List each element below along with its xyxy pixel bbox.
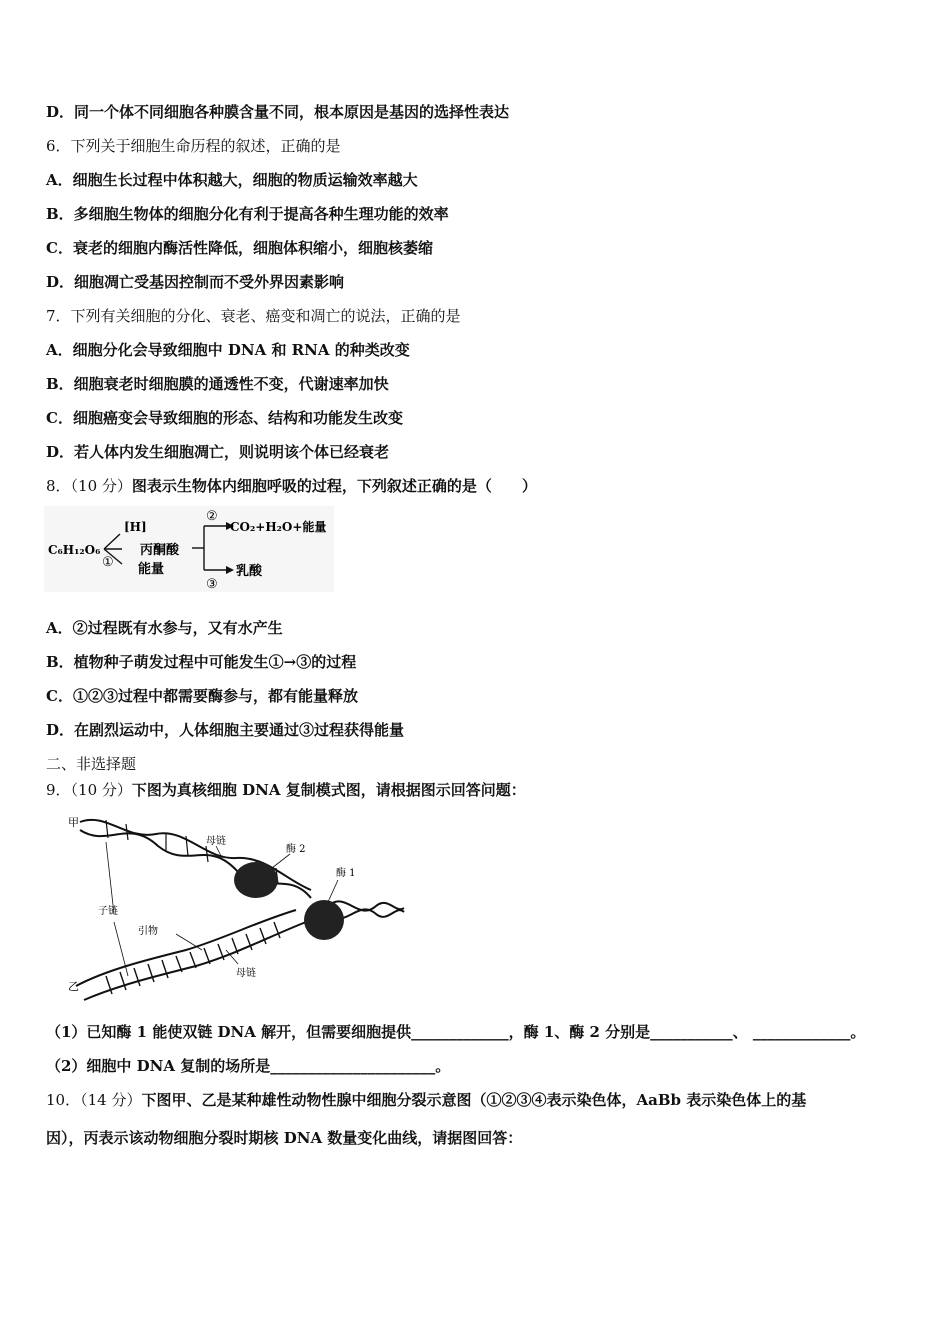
q9-sub1: （1）已知酶 1 能使双链 DNA 解开，但需要细胞提供_____________，酶 1、酶 2 分别是___________、 _____________。 [46, 1023, 866, 1041]
zi-lian-label: 子链 [98, 906, 118, 917]
q8-option-b: B．植物种子萌发过程中可能发生①→③的过程 [46, 653, 357, 671]
respiration-diagram [44, 506, 334, 592]
yi-label: 乙 [68, 980, 79, 993]
q10-stem-line2: 因），丙表示该动物细胞分裂时期核 DNA 数量变化曲线，请据图回答： [46, 1129, 523, 1147]
q7-option-d: D．若人体内发生细胞凋亡，则说明该个体已经衰老 [46, 443, 390, 461]
q5-option-d: D．同一个体不同细胞各种膜含量不同，根本原因是基因的选择性表达 [46, 103, 510, 121]
q9-score: （10 分） [70, 781, 132, 799]
q8-option-a: A．②过程既有水参与，又有水产生 [46, 619, 283, 637]
q8-option-d: D．在剧烈运动中，人体细胞主要通过③过程获得能量 [46, 721, 405, 739]
q9-stem-line [46, 780, 526, 800]
enzyme-2-blob [234, 862, 278, 898]
step3-label: ③ [206, 577, 218, 592]
mu-lian-upper-label: 母链 [206, 836, 226, 847]
q8-score: （10 分） [70, 477, 132, 495]
q6-stem: 6．下列关于细胞生命历程的叙述，正确的是 [46, 137, 341, 155]
h-label: [H] [124, 520, 147, 534]
q10-number: 10． [46, 1091, 81, 1109]
q10-stem1: 下图甲、乙是某种雄性动物性腺中细胞分裂示意图（①②③④表示染色体，AaBb 表示染色体上的基 [141, 1091, 807, 1109]
step1-label: ① [102, 555, 114, 570]
co2-products-label: CO₂+H₂O+能量 [230, 520, 327, 534]
q8-stem-line [46, 476, 537, 496]
q8-option-c: C．①②③过程中都需要酶参与，都有能量释放 [46, 687, 358, 705]
q8-stem: 图表示生物体内细胞呼吸的过程，下列叙述正确的是（ ） [131, 477, 537, 495]
q9-stem: 下图为真核细胞 DNA 复制模式图，请根据图示回答问题： [131, 781, 526, 799]
enzyme-1-label: 酶 1 [336, 868, 356, 879]
q6-option-c: C．衰老的细胞内酶活性降低，细胞体积缩小，细胞核萎缩 [46, 239, 433, 257]
q7-option-b: B．细胞衰老时细胞膜的通透性不变，代谢速率加快 [46, 375, 389, 393]
q10-stem-line1 [46, 1090, 806, 1110]
enzyme-2-label: 酶 2 [286, 844, 306, 855]
lower-parent-strand [76, 910, 296, 986]
pyruvate-label: 丙酮酸 [140, 543, 180, 558]
q6-option-d: D．细胞凋亡受基因控制而不受外界因素影响 [46, 273, 345, 291]
q8-number: 8． [46, 477, 71, 495]
dna-replication-diagram [66, 810, 406, 1006]
section-heading: 二、非选择题 [46, 755, 137, 773]
q10-score: （14 分） [80, 1091, 142, 1109]
jia-label: 甲 [68, 816, 79, 829]
energy-label: 能量 [138, 562, 165, 577]
lactate-label: 乳酸 [236, 564, 263, 579]
enzyme-1-blob [304, 900, 344, 940]
q7-option-a: A．细胞分化会导致细胞中 DNA 和 RNA 的种类改变 [46, 341, 410, 359]
yin-wu-label: 引物 [138, 926, 158, 937]
step2-label: ② [206, 509, 218, 524]
upper-daughter-strand [80, 830, 311, 898]
q6-option-a: A．细胞生长过程中体积越大，细胞的物质运输效率越大 [46, 171, 418, 189]
q7-option-c: C．细胞癌变会导致细胞的形态、结构和功能发生改变 [46, 409, 403, 427]
mu-lian-lower-label: 母链 [236, 968, 256, 979]
glucose-label: C₆H₁₂O₆ [48, 543, 101, 557]
q9-number: 9． [46, 781, 71, 799]
q9-sub2: （2）细胞中 DNA 复制的场所是______________________。 [46, 1057, 451, 1075]
q7-stem: 7．下列有关细胞的分化、衰老、癌变和凋亡的说法，正确的是 [46, 307, 461, 325]
q6-option-b: B．多细胞生物体的细胞分化有利于提高各种生理功能的效率 [46, 205, 449, 223]
